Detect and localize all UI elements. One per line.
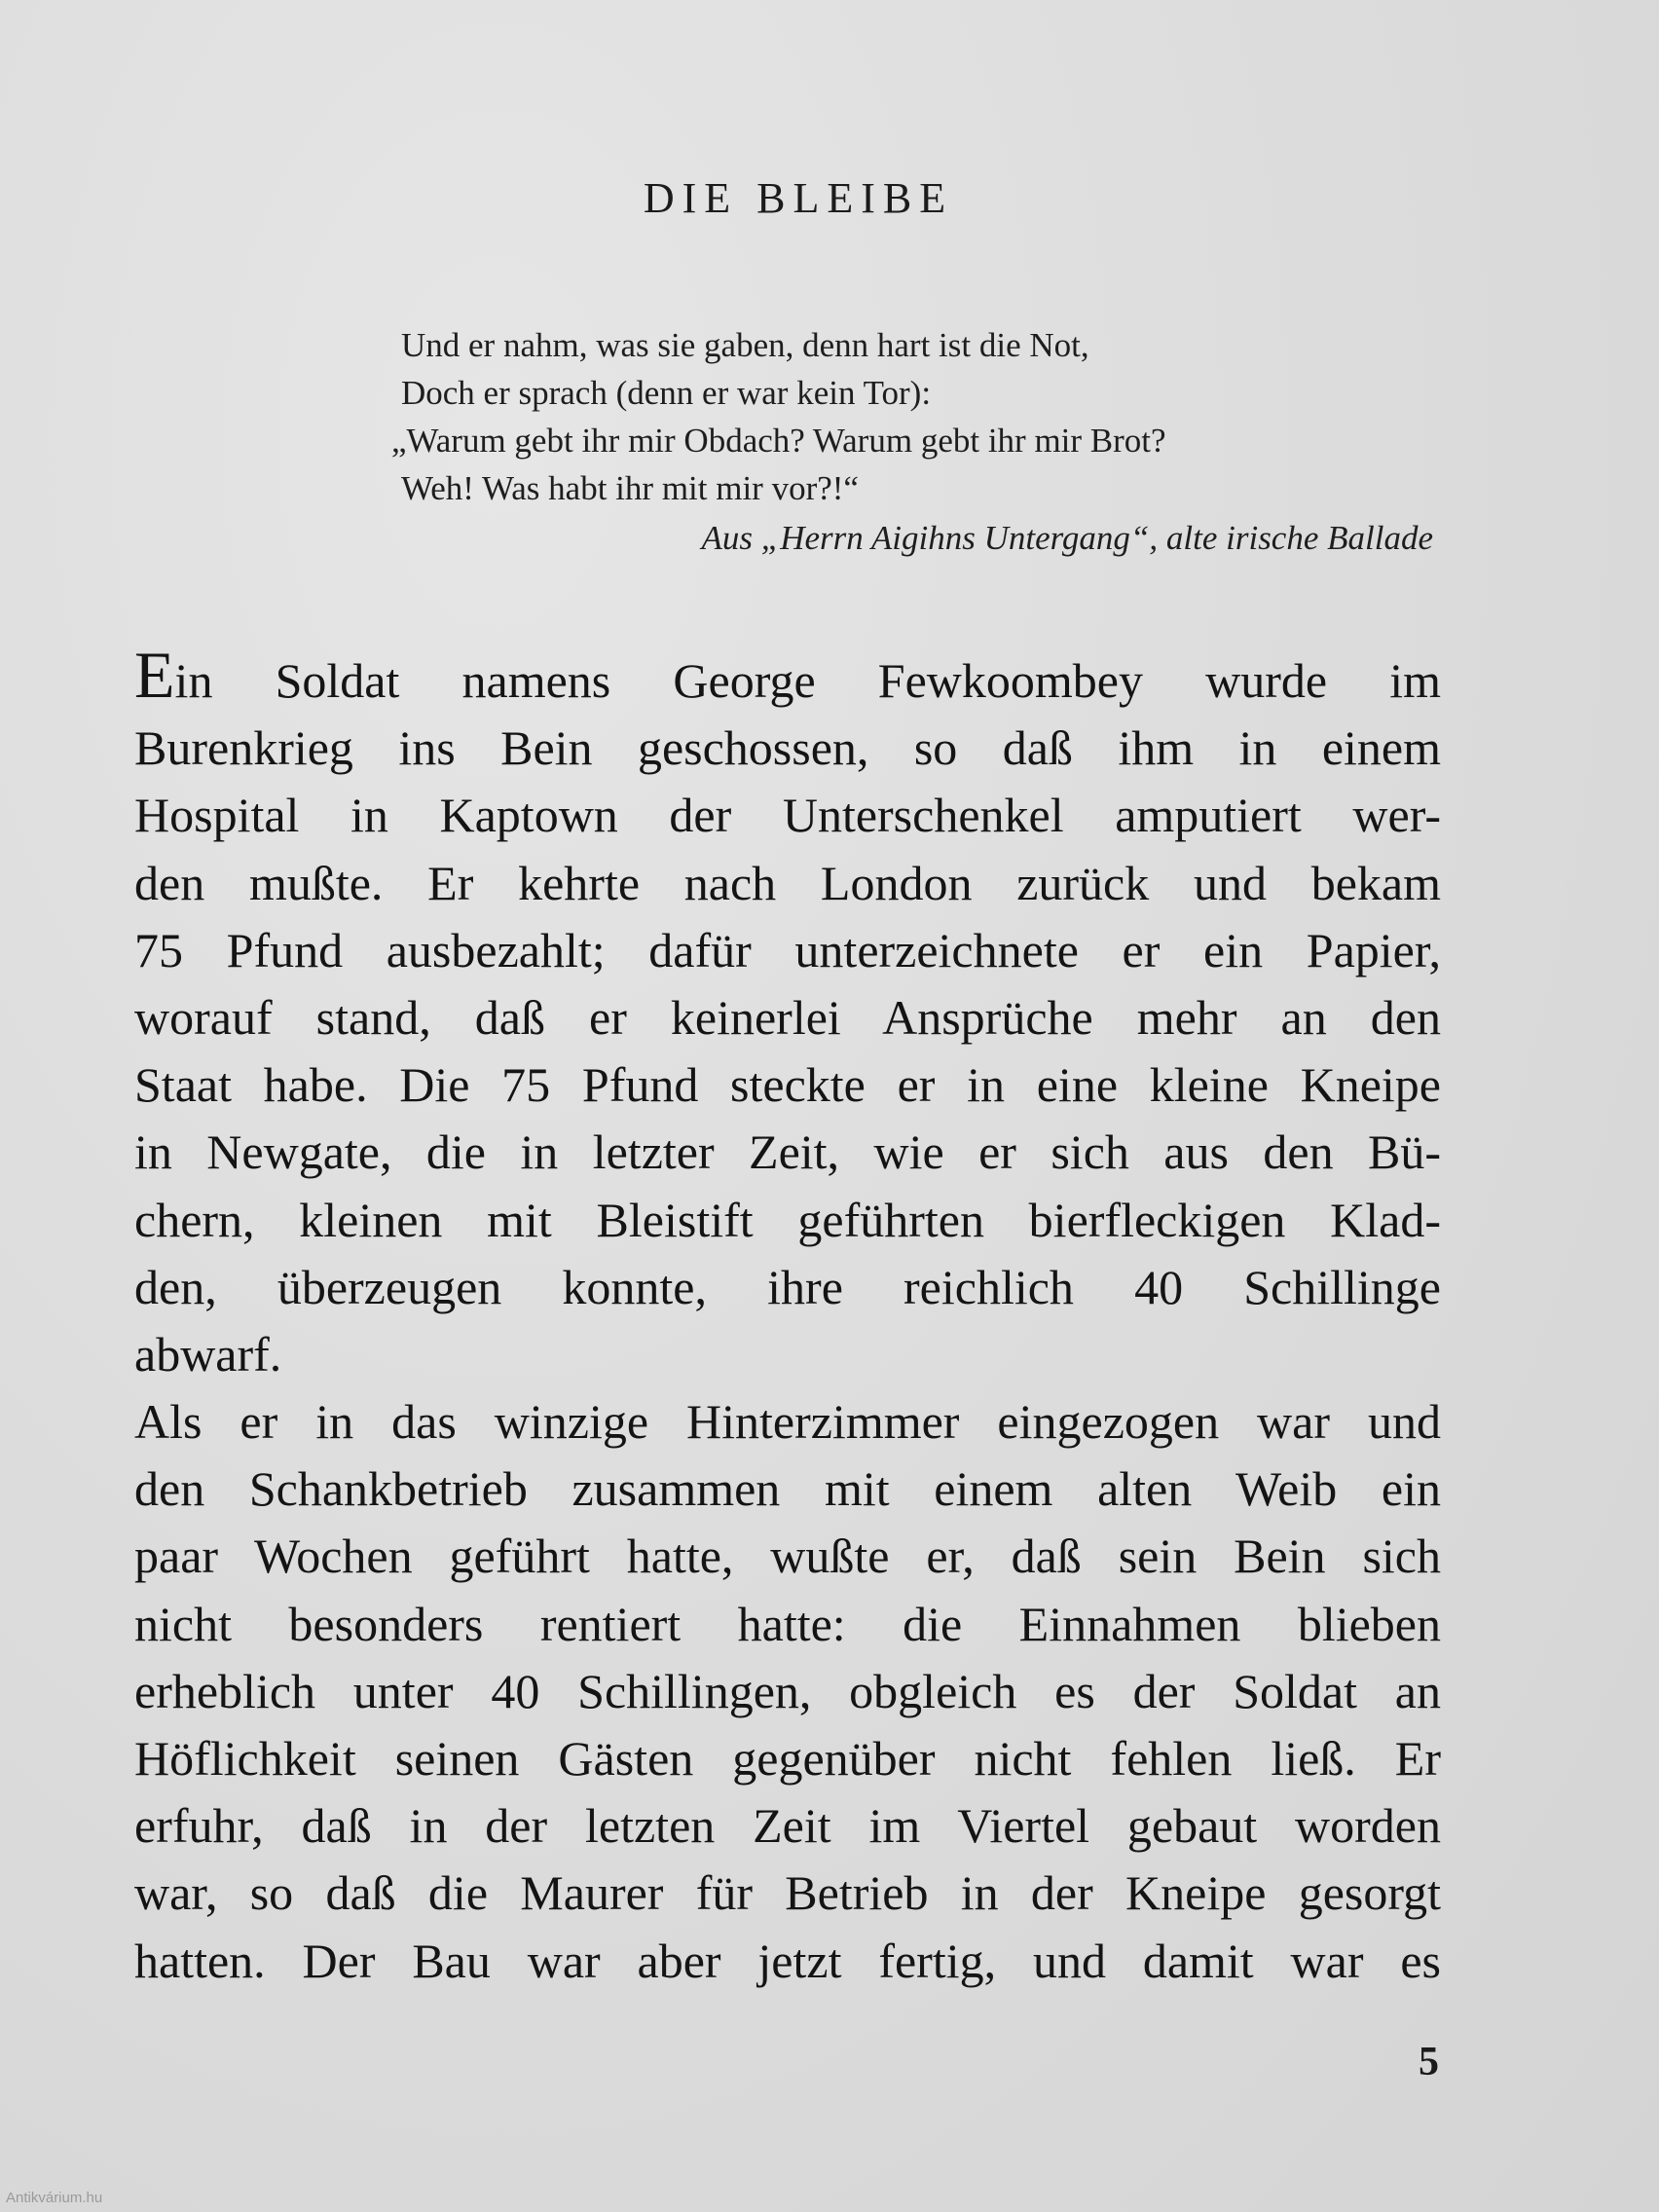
body-line: Höflichkeit seinen Gästen gegenüber nicht fehlen ließ. Er bbox=[134, 1731, 1441, 1786]
body-line: Staat habe. Die 75 Pfund steckte er in eine kleine Kneipe bbox=[134, 1057, 1441, 1113]
body-text bbox=[134, 638, 1441, 1995]
body-line: erheblich unter 40 Schillingen, obgleich es der Soldat an bbox=[134, 1663, 1441, 1718]
body-line: Hospital in Kaptown der Unterschenkel amputiert wer- bbox=[134, 788, 1441, 843]
epigraph-line: Doch er sprach (denn er war kein Tor): bbox=[401, 374, 932, 412]
body-line: nicht besonders rentiert hatte: die Einnahmen blieben bbox=[134, 1596, 1441, 1651]
body-line: war, so daß die Maurer für Betrieb in der Kneipe gesorgt bbox=[134, 1865, 1441, 1921]
body-line: worauf stand, daß er keinerlei Ansprüche mehr an den bbox=[134, 989, 1441, 1045]
body-line: abwarf. bbox=[134, 1326, 282, 1382]
body-line: 75 Pfund ausbezahlt; dafür unterzeichnete er ein Papier, bbox=[134, 922, 1441, 977]
body-line-first bbox=[134, 638, 1441, 715]
body-line: in Newgate, die in letzter Zeit, wie er sich aus den Bü- bbox=[134, 1124, 1441, 1180]
epigraph-line: Und er nahm, was sie gaben, denn hart ist die Not, bbox=[401, 326, 1089, 364]
drop-cap: E bbox=[134, 638, 175, 712]
body-line: erfuhr, daß in der letzten Zeit im Viertel gebaut worden bbox=[134, 1798, 1441, 1854]
epigraph-line: „Warum gebt ihr mir Obdach? Warum gebt ihr mir Brot? bbox=[391, 422, 1166, 460]
body-line: Als er in das winzige Hinterzimmer eingezogen war und bbox=[134, 1394, 1441, 1450]
body-line: hatten. Der Bau war aber jetzt fertig, und damit war es bbox=[134, 1933, 1441, 1988]
page-number: 5 bbox=[1419, 2040, 1439, 2084]
body-line: chern, kleinen mit Bleistift geführten bierfleckigen Klad- bbox=[134, 1192, 1441, 1247]
chapter-title: DIE BLEIBE bbox=[643, 174, 954, 222]
body-line: Burenkrieg ins Bein geschossen, so daß ihm in einem bbox=[134, 720, 1441, 776]
watermark: Antikvárium.hu bbox=[6, 2190, 103, 2206]
epigraph bbox=[391, 321, 1453, 562]
body-line: den Schankbetrieb zusammen mit einem alten Weib ein bbox=[134, 1461, 1441, 1517]
body-line: den, überzeugen konnte, ihre reichlich 40 Schillinge bbox=[134, 1259, 1441, 1314]
first-line-text: in Soldat namens George Fewkoombey wurde im bbox=[174, 653, 1441, 708]
body-line: paar Wochen geführt hatte, wußte er, daß sein Bein sich bbox=[134, 1529, 1441, 1584]
body-line: den mußte. Er kehrte nach London zurück und bekam bbox=[134, 855, 1441, 910]
epigraph-line: Weh! Was habt ihr mit mir vor?!“ bbox=[401, 469, 859, 507]
epigraph-source: Aus „Herrn Aigihns Untergang“, alte irische Ballade bbox=[701, 519, 1433, 557]
